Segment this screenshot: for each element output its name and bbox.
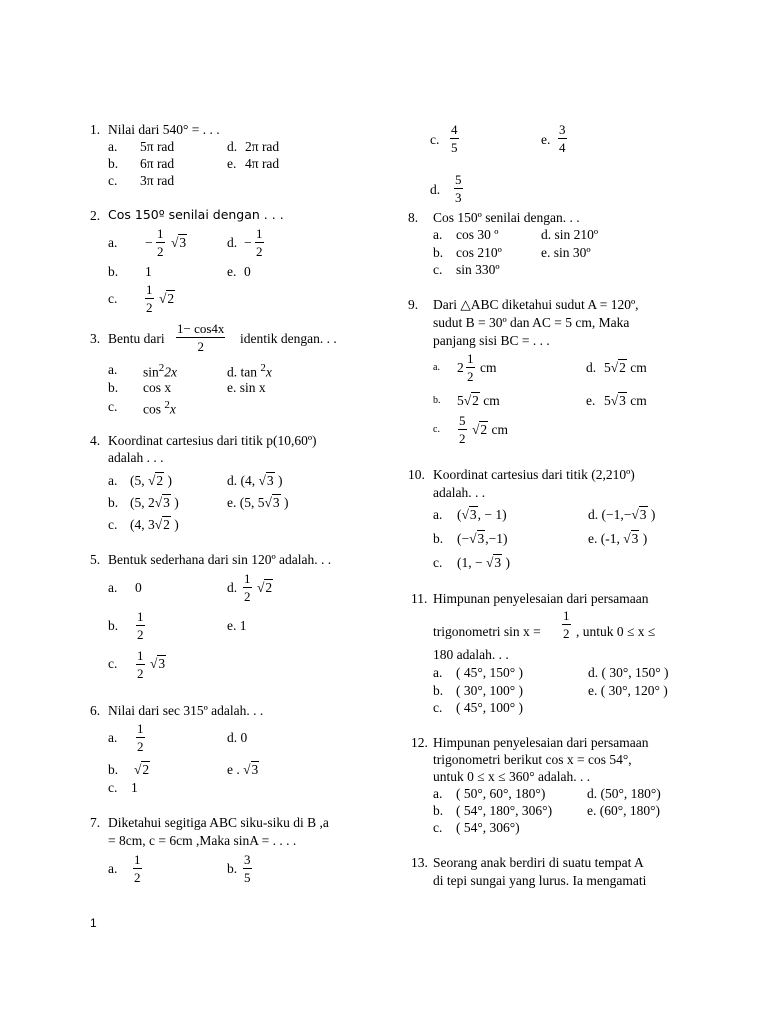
q3-option-c: cos $^2$x [143, 399, 176, 417]
q9-option-a-fraction: 1 2 [467, 351, 474, 384]
q9-option-d: 5√2 cm [604, 360, 647, 375]
q1-option-c-label: c. [108, 173, 118, 188]
q2-option-e: 0 [244, 264, 251, 279]
q10-option-b-label: b. [433, 531, 444, 546]
q9-option-e-label: e. [586, 393, 596, 408]
q4-option-e: e. (5, 5√3 ) [227, 495, 289, 510]
q2-option-c-root: √2 [159, 291, 175, 306]
q9-option-c: √2 cm [472, 422, 509, 437]
q10-option-a-label: a. [433, 507, 443, 522]
q8-option-d: d. sin 210º [541, 227, 599, 242]
q5-option-d-root: √2 [257, 580, 273, 595]
q2-option-e-label: e. [227, 264, 237, 279]
q6-option-c-label: c. [108, 780, 118, 795]
q7-option-b-label: b. [227, 861, 238, 876]
q3-option-d: d. tan $^2$x [227, 362, 272, 380]
q6-option-d: d. 0 [227, 730, 248, 745]
q10-text-line1: Koordinat cartesius dari titik (2,210º) [433, 467, 635, 482]
q8-option-c: sin 330º [456, 262, 500, 277]
q6-option-a-fraction: 1 2 [137, 721, 144, 754]
q3-option-a-label: a. [108, 362, 118, 377]
q2-option-b-label: b. [108, 264, 119, 279]
q5-option-c-root: √3 [150, 656, 166, 671]
q6-option-c: 1 [131, 780, 138, 795]
q8-option-a-label: a. [433, 227, 443, 242]
q2-option-a-fraction: 1 2 [157, 226, 164, 259]
q2-option-d-fraction: 1 2 [256, 226, 263, 259]
q8-option-e: e. sin 30º [541, 245, 591, 260]
q12-number: 12. [411, 735, 428, 750]
q12-option-b: ( 54°, 180°, 306°) [456, 803, 553, 818]
q6-text: Nilai dari sec 315º adalah. . . [108, 703, 264, 718]
q10-option-d: d. (−1,−√3 ) [588, 507, 656, 522]
q10-option-c: (1, − √3 ) [457, 555, 511, 570]
q12-text-line1: Himpunan penyelesaian dari persamaan [433, 735, 649, 750]
q4-number: 4. [90, 433, 101, 448]
q13-text-line2: di tepi sungai yang lurus. Ia mengamati [433, 873, 647, 888]
q1-option-a: 5π rad [140, 139, 175, 154]
q10-option-b: (−√3,−1) [457, 531, 508, 546]
q7-option-a-label: a. [108, 861, 118, 876]
q3-fraction: 1− cos4x 2 [177, 321, 225, 354]
q9-option-b: 5√2 cm [457, 393, 500, 408]
page-number: 1 [90, 916, 97, 930]
q3-option-b-label: b. [108, 380, 119, 395]
q12-option-e: e. (60°, 180°) [587, 803, 661, 818]
q7-option-e-fraction: 3 4 [559, 122, 566, 155]
q10-option-c-label: c. [433, 555, 443, 570]
q7-text-line2: = 8cm, c = 6cm ,Maka sinA = . . . . [108, 833, 297, 848]
q2-text: Cos 150º senilai dengan . . . [108, 207, 284, 222]
q1-option-d-label: d. [227, 139, 238, 154]
q7-option-c-fraction: 4 5 [451, 122, 458, 155]
q9-number: 9. [408, 297, 419, 312]
q1-option-d: 2π rad [245, 139, 280, 154]
q4-text-line2: adalah . . . [108, 450, 164, 465]
q5-option-a: 0 [135, 580, 142, 595]
q10-option-a: (√3, − 1) [457, 507, 507, 522]
q11-option-a-label: a. [433, 665, 443, 680]
q9-option-a-unit: cm [480, 360, 497, 375]
q3-option-e: e. sin x [227, 380, 266, 395]
q12-option-c-label: c. [433, 820, 443, 835]
q4-text-line1: Koordinat cartesius dari titik p(10,60º) [108, 433, 317, 448]
q4-option-a-label: a. [108, 473, 118, 488]
q4-option-d: d. (4, √3 ) [227, 473, 283, 488]
q1-number: 1. [90, 122, 101, 137]
q11-fraction: 1 2 [563, 608, 570, 641]
q9-option-b-label: b. [433, 395, 441, 406]
q13-text-line1: Seorang anak berdiri di suatu tempat A [433, 855, 644, 870]
q5-option-b-label: b. [108, 618, 119, 633]
q5-option-c-label: c. [108, 656, 118, 671]
q13-number: 13. [411, 855, 428, 870]
q4-option-c: (4, 3√2 ) [130, 517, 179, 532]
q5-option-d-label: d. [227, 580, 238, 595]
q12-option-a-label: a. [433, 786, 443, 801]
q12-option-d: d. (50°, 180°) [587, 786, 661, 801]
q7-text-line1: Diketahui segitiga ABC siku-siku di B ,a [108, 815, 329, 830]
q9-text-line3: panjang sisi BC = . . . [433, 333, 550, 348]
q6-option-a-label: a. [108, 730, 118, 745]
q2-option-a-root: √3 [171, 235, 187, 250]
q4-option-b-label: b. [108, 495, 119, 510]
q7-number: 7. [90, 815, 101, 830]
q3-option-a: $\sin^22x$ [143, 362, 178, 380]
q12-option-a: ( 50°, 60°, 180°) [456, 786, 546, 801]
q1-option-a-label: a. [108, 139, 118, 154]
q1-option-e-label: e. [227, 156, 237, 171]
q5-option-e: e. 1 [227, 618, 247, 633]
q3-option-c-label: c. [108, 399, 118, 414]
q11-option-d: d. ( 30°, 150° ) [588, 665, 669, 680]
q9-option-e: 5√3 cm [604, 393, 647, 408]
q9-text-line2: sudut B = 30º dan AC = 5 cm, Maka [433, 315, 630, 330]
q7-option-b-fraction: 3 5 [244, 852, 251, 885]
q10-number: 10. [408, 467, 425, 482]
q4-option-a: (5, √2 ) [130, 473, 173, 488]
q11-option-e: e. ( 30°, 120° ) [588, 683, 668, 698]
q7-option-e-label: e. [541, 132, 551, 147]
q9-option-d-label: d. [586, 360, 597, 375]
q7-option-d-fraction: 5 3 [455, 172, 462, 205]
q1-option-c: 3π rad [140, 173, 175, 188]
q6-number: 6. [90, 703, 101, 718]
q11-option-c-label: c. [433, 700, 443, 715]
q3-text-post: identik dengan. . . [240, 331, 337, 346]
q9-option-c-fraction: 5 2 [459, 413, 466, 446]
q6-option-b-label: b. [108, 762, 119, 777]
q5-number: 5. [90, 552, 101, 567]
q5-option-b-fraction: 1 2 [137, 609, 144, 642]
q12-text-line2: trigonometri berikut cos x = cos 54°, [433, 752, 632, 767]
q11-option-c: ( 45°, 100° ) [456, 700, 524, 715]
q11-number: 11. [411, 591, 428, 606]
q2-option-d-sign: − [244, 235, 252, 250]
q8-option-a: cos 30 º [456, 227, 499, 242]
q11-text-line2a: trigonometri sin x = [433, 624, 541, 639]
q5-option-c-fraction: 1 2 [137, 648, 144, 681]
q4-option-b: (5, 2√3 ) [130, 495, 179, 510]
q10-text-line2: adalah. . . [433, 485, 486, 500]
q11-option-b: ( 30°, 100° ) [456, 683, 524, 698]
q3-text-pre: Bentu dari [108, 331, 165, 346]
q8-option-b: cos 210º [456, 245, 502, 260]
q12-text-line3: untuk 0 ≤ x ≤ 360° adalah. . . [433, 769, 591, 784]
q10-option-e: e. (-1, √3 ) [588, 531, 648, 546]
q1-option-e: 4π rad [245, 156, 280, 171]
q9-text-line1: Dari △ABC diketahui sudut A = 120º, [433, 297, 639, 312]
q2-number: 2. [90, 208, 101, 223]
q9-option-c-label: c. [433, 424, 440, 435]
q6-option-e: e . √3 [227, 762, 259, 777]
q7-option-a-fraction: 1 2 [134, 852, 141, 885]
q9-option-a-label: a. [433, 362, 440, 373]
q1-text: Nilai dari 540° = . . . [108, 122, 220, 137]
q11-text-line1: Himpunan penyelesaian dari persamaan [433, 591, 649, 606]
q11-text-line3: 180 adalah. . . [433, 647, 509, 662]
q3-number: 3. [90, 331, 101, 346]
q1-option-b-label: b. [108, 156, 119, 171]
q8-text: Cos 150º senilai dengan. . . [433, 210, 580, 225]
q2-option-a-label: a. [108, 235, 118, 250]
q8-number: 8. [408, 210, 419, 225]
q11-option-b-label: b. [433, 683, 444, 698]
q2-option-c-fraction: 1 2 [146, 282, 153, 315]
q7-option-d-label: d. [430, 182, 441, 197]
q2-option-d-label: d. [227, 235, 238, 250]
q4-option-c-label: c. [108, 517, 118, 532]
q6-option-b-root: √2 [134, 762, 150, 777]
q2-option-a-sign: − [145, 235, 153, 250]
q3-option-b: cos x [143, 380, 172, 395]
q5-text: Bentuk sederhana dari sin 120º adalah. . . [108, 552, 332, 567]
q1-option-b: 6π rad [140, 156, 175, 171]
q7-option-c-label: c. [430, 132, 440, 147]
q12-option-c: ( 54°, 306°) [456, 820, 520, 835]
q12-option-b-label: b. [433, 803, 444, 818]
q11-text-line2b: , untuk 0 ≤ x ≤ [576, 624, 656, 639]
q2-option-b: 1 [145, 264, 152, 279]
q5-option-d-fraction: 1 2 [244, 571, 251, 604]
q5-option-a-label: a. [108, 580, 118, 595]
q8-option-b-label: b. [433, 245, 444, 260]
q11-option-a: ( 45°, 150° ) [456, 665, 524, 680]
q9-option-a-whole: 2 [457, 360, 464, 375]
q8-option-c-label: c. [433, 262, 443, 277]
q2-option-c-label: c. [108, 291, 118, 306]
